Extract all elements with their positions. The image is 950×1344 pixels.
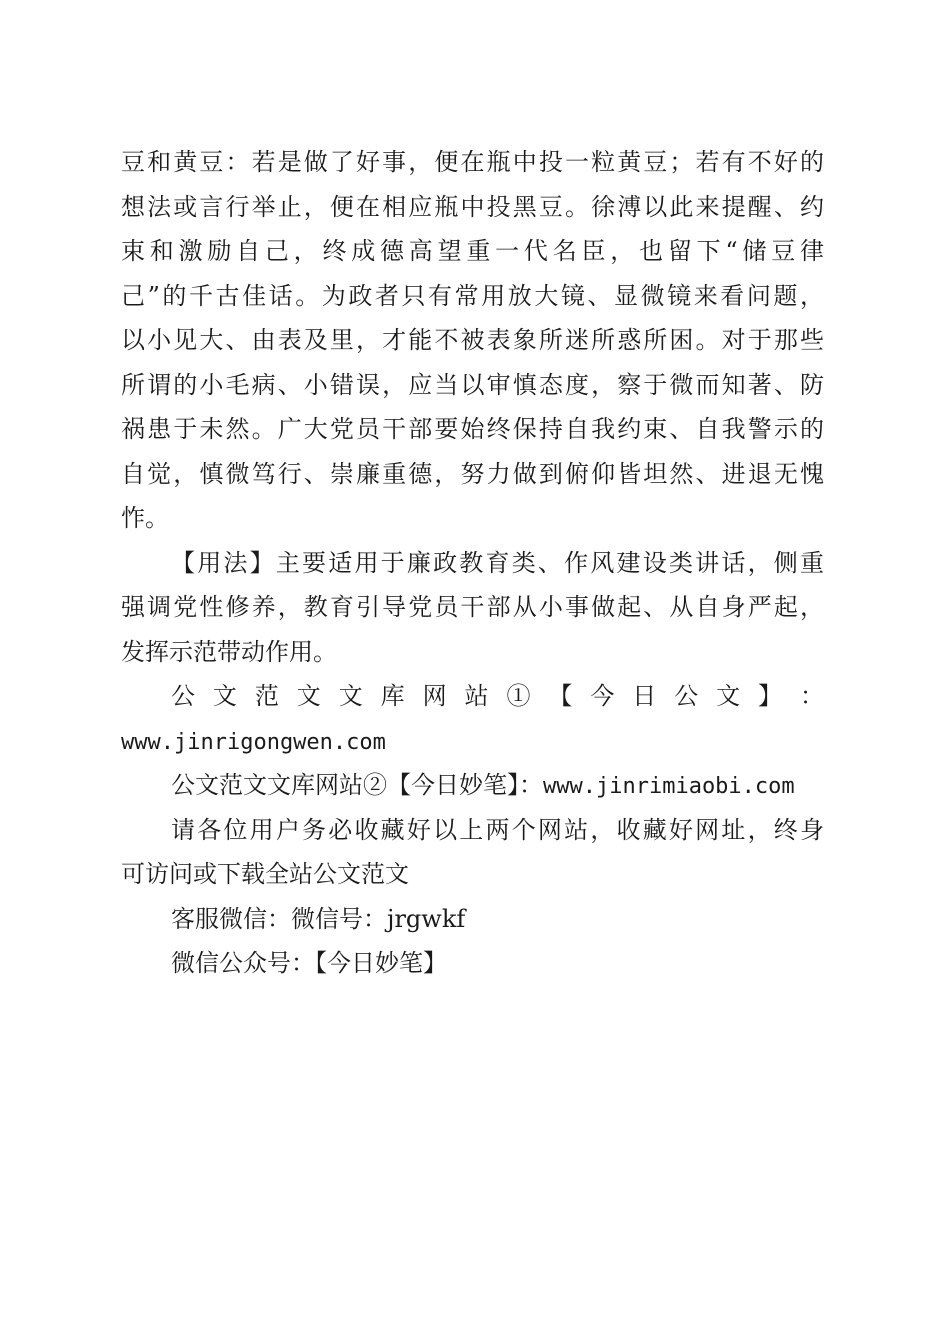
text-line: 己”的千古佳话。为政者只有常用放大镜、显微镜来看问题，	[121, 281, 824, 310]
paragraph-main	[121, 140, 824, 541]
official-account: 微信公众号：【今日妙笔】	[171, 949, 447, 977]
footer-info	[121, 674, 824, 986]
text-line: 怍。	[121, 504, 169, 532]
site1-url-text: www.jinrigongwen.com	[121, 729, 386, 755]
notice-line: 请各位用户务必收藏好以上两个网站，收藏好网址，终身	[171, 815, 824, 844]
text-line: 束和激励自己，终成德高望重一代名臣，也留下“储豆律	[121, 237, 824, 265]
site2-line	[121, 763, 824, 808]
text-line: 【用法】主要适用于廉政教育类、作风建设类讲话，侧重	[171, 548, 824, 577]
text-line: 自觉，慎微笃行、崇廉重德，努力做到俯仰皆坦然、进退无愧	[121, 459, 824, 488]
service-wechat: 客服微信：微信号：jrgwkf	[171, 904, 466, 933]
paragraph-usage	[121, 541, 824, 675]
text-line: 所谓的小毛病、小错误，应当以审慎态度，察于微而知著、防	[121, 370, 824, 399]
document-body	[121, 140, 824, 986]
text-line: 豆和黄豆：若是做了好事，便在瓶中投一粒黄豆；若有不好的	[121, 148, 824, 176]
text-line: 想法或言行举止，便在相应瓶中投黑豆。徐溥以此来提醒、约	[121, 192, 824, 221]
site2-url: www.jinrimiaobi.com	[543, 774, 795, 799]
text-line: 祸患于未然。广大党员干部要始终保持自我约束、自我警示的	[121, 415, 824, 443]
text-line: 以小见大、由表及里，才能不被表象所迷所惑所困。对于那些	[121, 326, 824, 354]
site1-url	[121, 719, 824, 764]
site2-label: 公文范文文库网站②【今日妙笔】：	[171, 771, 543, 799]
site1-label: 公 文 范 文 文 库 网 站 ① 【 今 日 公 文 】 ：	[171, 682, 824, 710]
text-line: 发挥示范带动作用。	[121, 637, 337, 666]
text-line: 强调党性修养，教育引导党员干部从小事做起、从自身严起，	[121, 593, 824, 621]
notice-line: 可访问或下载全站公文范文	[121, 860, 409, 888]
